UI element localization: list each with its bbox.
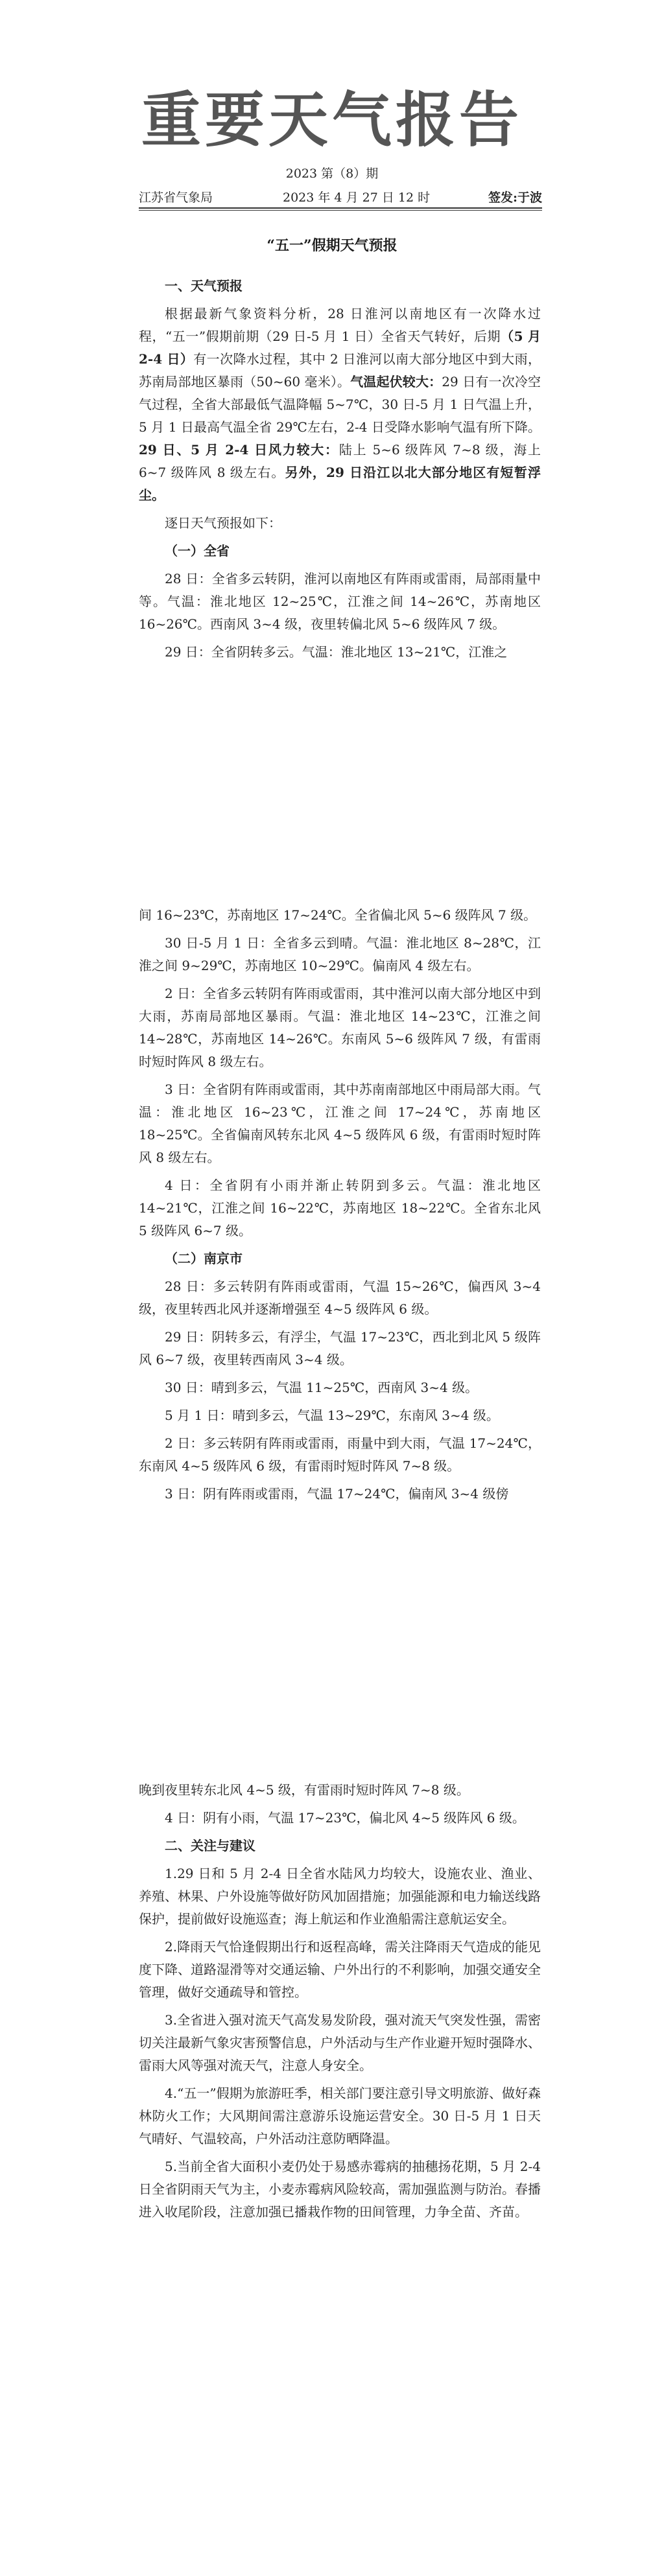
overview-text-4: 陆上 5~6 级阵风 7~8 级，海上 6~7 级阵风 8 级左右。 <box>139 442 541 480</box>
province-day: 30 日-5 月 1 日：全省多云到晴。气温：淮北地区 8~28℃，江淮之间 9~29℃，苏南地区 10~29℃。偏南风 4 级左右。 <box>139 935 541 973</box>
advice-item: 4.“五一”假期为旅游旺季，相关部门要注意引导文明旅游、做好森林防火工作；大风期间需注意游乐设施运营安全。30 日-5 月 1 日天气晴好、气温较高，户外活动注意防晒降温。 <box>139 2085 541 2146</box>
header-rule <box>139 207 542 209</box>
nanjing-day: 29 日：阴转多云，有浮尘，气温 17~23℃，西北到北风 5 级阵风 6~7 级，夜里转西南风 3~4 级。 <box>139 1329 541 1367</box>
province-day: 29 日：全省阴转多云。气温：淮北地区 13~21℃，江淮之 <box>165 644 508 660</box>
nanjing-day: 28 日：多云转阴有阵雨或雷雨，气温 15~26℃，偏西风 3~4 级，夜里转西北风并逐渐增强至 4~5 级阵风 6 级。 <box>139 1279 541 1317</box>
nanjing-day-continued: 晚到夜里转东北风 4~5 级，有雷雨时短时阵风 7~8 级。 <box>139 1782 469 1798</box>
content-block-2 <box>139 904 541 1511</box>
advice-item: 1.29 日和 5 月 2-4 日全省水陆风力均较大，设施农业、渔业、养殖、林果、户外设施等做好防风加固措施；加强能源和电力输送线路保护，提前做好设施巡查；海上航运和作业渔船需注意航运安全。 <box>139 1866 541 1927</box>
overview-bold-2: 气温起伏较大： <box>350 374 442 389</box>
issued-time: 2023 年 4 月 27 日 12 时 <box>283 191 431 205</box>
overview-text-3: 29 日有一次冷空气过程，全省大部最低气温降幅 5~7℃，30 日-5 月 1 日气温上升，5 月 1 日最高气温全省 29℃左右，2-4 日受降水影响气温有所下降。 <box>139 374 541 435</box>
nanjing-day: 4 日：阴有小雨，气温 17~23℃，偏北风 4~5 级阵风 6 级。 <box>165 1810 525 1826</box>
overview-text-1: 根据最新气象资料分析，28 日淮河以南地区有一次降水过程，“五一”假期前期（29 日-5 月 1 日）全省天气转好，后期 <box>139 306 541 344</box>
nanjing-day: 30 日：晴到多云，气温 11~25℃，西南风 3~4 级。 <box>165 1380 479 1395</box>
province-heading: （一）全省 <box>165 543 230 559</box>
nanjing-heading: （二）南京市 <box>165 1251 243 1266</box>
province-day: 4 日：全省阴有小雨并渐止转阴到多云。气温：淮北地区 14~21℃，江淮之间 16~22℃，苏南地区 18~22℃。全省东北风 5 级阵风 6~7 级。 <box>139 1178 541 1238</box>
nanjing-day: 5 月 1 日：晴到多云，气温 13~29℃，东南风 3~4 级。 <box>165 1408 499 1423</box>
overview-paragraph <box>139 303 541 507</box>
daily-intro: 逐日天气预报如下： <box>165 515 281 531</box>
issue-number: 2023 第（8）期 <box>285 167 379 181</box>
section-heading-advice: 二、关注与建议 <box>165 1838 255 1853</box>
overview-bold-3: 29 日、5 月 2-4 日风力较大： <box>139 442 339 458</box>
overview-text-2: 有一次降水过程，其中 2 日淮河以南大部分地区中到大雨，苏南局部地区暴雨（50~60 毫米）。 <box>139 351 541 389</box>
nanjing-day: 2 日：多云转阴有阵雨或雷雨，雨量中到大雨，气温 17~24℃，东南风 4~5 级阵风 6 级，有雷雨时短时阵风 7~8 级。 <box>139 1435 541 1474</box>
report-masthead: 重要天气报告 <box>141 86 523 155</box>
advice-item: 5.当前全省大面积小麦仍处于易感赤霉病的抽穗扬花期，5 月 2-4 日全省阴雨天气为主，小麦赤霉病风险较高，需加强监测与防治。春播进入收尾阶段，注意加强已播栽作物的田间管理，力争全苗、齐苗。 <box>139 2159 541 2220</box>
section-heading-forecast: 一、天气预报 <box>165 278 243 294</box>
content-block-1 <box>139 272 541 669</box>
issuer: 江苏省气象局 <box>139 191 213 205</box>
header-rule-thin <box>139 210 542 211</box>
content-block-3 <box>139 1779 541 2229</box>
province-day-continued: 间 16~23℃，苏南地区 17~24℃。全省偏北风 5~6 级阵风 7 级。 <box>139 907 537 923</box>
province-day: 3 日：全省阴有阵雨或雷雨，其中苏南南部地区中雨局部大雨。气温：淮北地区 16~23℃，江淮之间 17~24℃，苏南地区 18~25℃。全省偏南风转东北风 4~5 级阵风 6 级，有雷雨时短时阵风 8 级左右。 <box>139 1082 541 1165</box>
overview-bold-1: （5 月 2-4 日） <box>139 329 541 367</box>
signer: 签发:于波 <box>488 191 542 205</box>
province-day: 28 日：全省多云转阴，淮河以南地区有阵雨或雷雨，局部雨量中等。气温：淮北地区 12~25℃，江淮之间 14~26℃，苏南地区 16~26℃。西南风 3~4 级，夜里转偏北风 5~6 级阵风 7 级。 <box>139 571 541 632</box>
report-subtitle: “五一”假期天气预报 <box>267 237 397 254</box>
advice-item: 2.降雨天气恰逢假期出行和返程高峰，需关注降雨天气造成的能见度下降、道路湿滑等对交通运输、户外出行的不利影响，加强交通安全管理，做好交通疏导和管控。 <box>139 1939 541 2000</box>
overview-bold-4: 另外，29 日沿江以北大部分地区有短暂浮尘。 <box>139 465 541 503</box>
advice-item: 3.全省进入强对流天气高发易发阶段，强对流天气突发性强，需密切关注最新气象灾害预警信息，户外活动与生产作业避开短时强降水、雷雨大风等强对流天气，注意人身安全。 <box>139 2012 541 2073</box>
province-day: 2 日：全省多云转阴有阵雨或雷雨，其中淮河以南大部分地区中到大雨，苏南局部地区暴雨。气温：淮北地区 14~23℃，江淮之间 14~28℃，苏南地区 14~26℃。东南风 5~6 级阵风 7 级，有雷雨时短时阵风 8 级左右。 <box>139 986 541 1069</box>
nanjing-day: 3 日：阴有阵雨或雷雨，气温 17~24℃，偏南风 3~4 级傍 <box>165 1486 509 1502</box>
